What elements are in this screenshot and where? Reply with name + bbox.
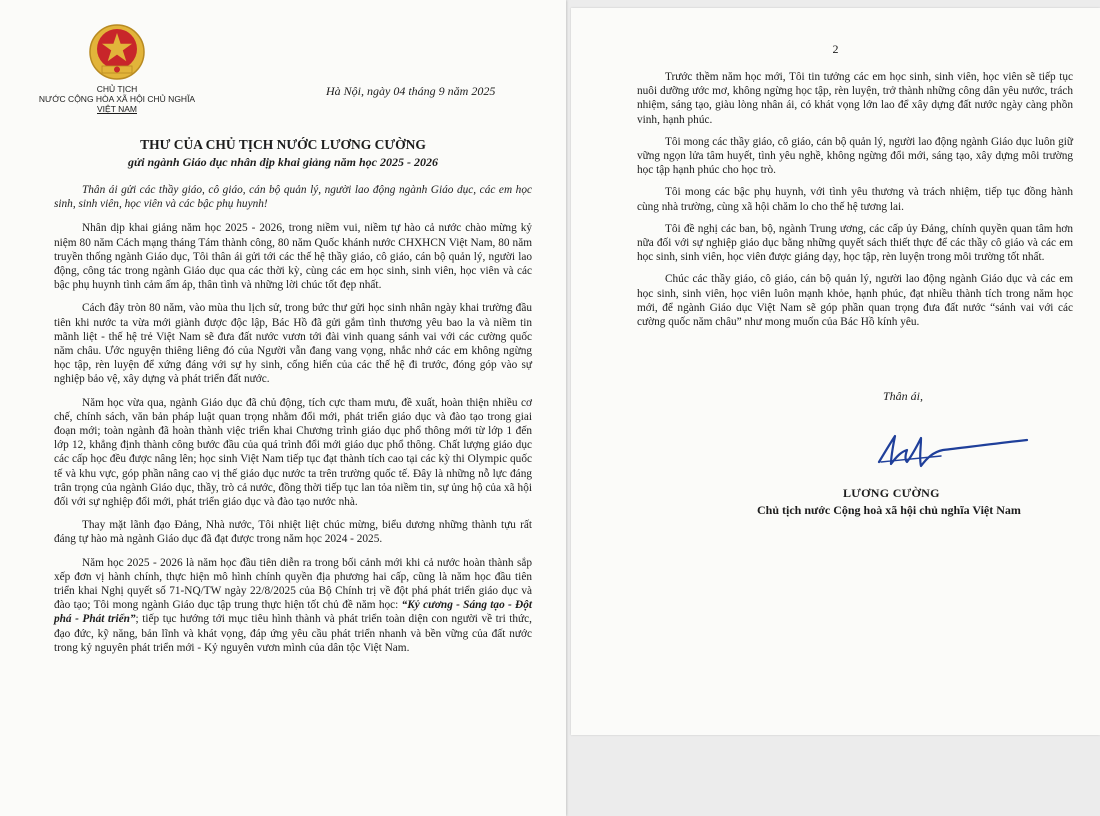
paragraph: Tôi mong các bậc phụ huynh, với tình yêu thương và trách nhiệm, tiếp tục đồng hành cùng nhà trường, cùng xã hội chăm lo cho thế hệ tương lai. — [637, 186, 1073, 213]
letter-title: THƯ CỦA CHỦ TỊCH NƯỚC LƯƠNG CƯỜNG — [140, 137, 426, 152]
paragraph: Tôi mong các thầy giáo, cô giáo, cán bộ quản lý, người lao động ngành Giáo dục luôn giữ vững ngọn lửa tâm huyết, tình yêu nghề, không ngừng đổi mới, sáng tạo, xây dựng môi trường học tập hạnh phúc cho học trò. — [637, 135, 1073, 177]
letter-subtitle: gửi ngành Giáo dục nhân dịp khai giảng năm học 2025 - 2026 — [128, 155, 438, 169]
letter-body-page-1 — [54, 183, 532, 664]
letter-page-2 — [571, 8, 1100, 735]
paragraph — [54, 556, 532, 655]
paragraph: Trước thềm năm học mới, Tôi tin tưởng các em học sinh, sinh viên, học viên sẽ tiếp tục nuôi dưỡng ước mơ, không ngừng học tập, rèn luyện, trở thành những công dân yêu nước, trách nhiệm, sáng tạo, giàu lòng nhân ái, có khát vọng lớn lao để xây dựng đất nước ngày càng phồn vinh, hạnh phúc. — [637, 71, 1073, 126]
school-year-theme: “Kỷ cương - Sáng tạo - Đột phá - Phát triển” — [54, 599, 532, 626]
paragraph: Cách đây tròn 80 năm, vào mùa thu lịch sử, trong bức thư gửi học sinh nhân ngày khai trường đầu tiên khi nước ta vừa mới giành được độc lập, Bác Hồ đã gửi gắm tình thương yêu bao la và niềm tin mãnh liệt - thế hệ trẻ Việt Nam sẽ đưa đất nước vươn tới đài vinh quang sánh vai với các cường quốc năm châu. Ước nguyện thiêng liêng đó của Người vẫn đang vang vọng, nhắc nhở các em không ngừng học tập, rèn luyện để xứng đáng với sự hy sinh, cống hiến của các thế hệ đi trước, đóng góp vào sự nghiệp bảo vệ, xây dựng và phát triển đất nước. — [54, 302, 532, 386]
paragraph: Nhân dịp khai giảng năm học 2025 - 2026, trong niềm vui, niềm tự hào cả nước chào mừng kỷ niệm 80 năm Cách mạng tháng Tám thành công, 80 năm Quốc khánh nước CHXHCN Việt Nam, 80 năm truyền thống ngành Giáo dục, Tôi thân ái gửi tới các thế hệ thầy giáo, cô giáo, cán bộ quản lý, người lao động, công tác trong ngành Giáo dục qua các thời kỳ, cùng các em học sinh, sinh viên, học viên và các bậc phụ huynh tình cảm ấm áp, thân tình và những lời chúc tốt đẹp nhất. — [54, 222, 532, 292]
paragraph: Năm học vừa qua, ngành Giáo dục đã chủ động, tích cực tham mưu, đề xuất, hoàn thiện nhiều cơ chế, chính sách, văn bản pháp luật quan trọng nhằm đổi mới, phát triển giáo dục và đào tạo trong giai đoạn mới; toàn ngành đã hoàn thành việc triển khai Chương trình giáo dục phổ thông mới từ lớp 1 đến lớp 12, khẳng định thành công bước đầu của quá trình đổi mới giáo dục phổ thông. Chất lượng giáo dục các cấp học đều được nâng lên; học sinh Việt Nam tiếp tục đạt thành tích cao tại các kỳ thi Olympic quốc tế và khu vực, góp phần nâng cao vị thế giáo dục nước ta trên trường quốc tế. Đây là những nỗ lực đáng trân trọng của ngành Giáo dục, thầy, trò cả nước, đồng thời tiếp tục lan tỏa niềm tin, sự ủng hộ của xã hội đối với sự nghiệp đổi mới, phát triển giáo dục và đào tạo nước nhà. — [54, 396, 532, 509]
page-number: 2 — [832, 42, 839, 56]
authority-line-2: NƯỚC CỘNG HÒA XÃ HỘI CHỦ NGHĨA — [38, 94, 196, 104]
signer-title: Chủ tịch nước Cộng hoà xã hội chủ nghĩa Việt Nam — [757, 503, 1021, 517]
paragraph-text: Năm học 2025 - 2026 là năm học đầu tiên diễn ra trong bối cảnh mới khi cả nước hoàn thành sắp xếp đơn vị hành chính, thực hiện mô hình chính quyền địa phương hai cấp, cũng là năm học đầu tiên triển khai Nghị quyết số 71-NQ/TW ngày 22/8/2025 của Bộ Chính trị về đột phá phát triển giáo dục và đào tạo; Tôi mong ngành Giáo dục tập trung thực hiện tốt chủ đề năm học: — [54, 556, 532, 612]
signer-name: LƯƠNG CƯỜNG — [843, 486, 940, 500]
closing: Thân ái, — [883, 389, 924, 403]
letter-body-page-2 — [637, 70, 1073, 337]
paragraph: Tôi đề nghị các ban, bộ, ngành Trung ương, các cấp ủy Đảng, chính quyền quan tâm hơn nữa đối với sự nghiệp giáo dục bằng những quyết sách thiết thực để các thầy cô giáo và các em học sinh, sinh viên, học viên được giảng dạy, học tập, rèn luyện trong môi trường tốt nhất. — [637, 222, 1073, 264]
dateline: Hà Nội, ngày 04 tháng 9 năm 2025 — [326, 84, 496, 98]
issuing-authority — [36, 84, 198, 114]
paragraph-text: ; tiếp tục hướng tới mục tiêu hình thành và phát triển toàn diện con người về tri thức, đạo đức, kỹ năng, bản lĩnh và khát vọng, đáp ứng yêu cầu phát triển nhanh và bền vững của đất nước trong kỷ nguyên phát triển mới - Kỷ nguyên vươn mình của dân tộc Việt Nam. — [54, 613, 532, 654]
authority-line-1: CHỦ TỊCH — [96, 84, 138, 94]
greeting: Thân ái gửi các thầy giáo, cô giáo, cán bộ quản lý, người lao động ngành Giáo dục, các em học sinh, sinh viên, học viên và các bậc phụ huynh! — [54, 184, 532, 211]
national-emblem-icon — [88, 22, 146, 82]
signature-icon — [871, 422, 1031, 474]
paragraph: Thay mặt lãnh đạo Đảng, Nhà nước, Tôi nhiệt liệt chúc mừng, biểu dương những thành tựu rất đáng tự hào mà ngành Giáo dục đã đạt được trong năm học 2024 - 2025. — [54, 519, 532, 546]
paragraph: Chúc các thầy giáo, cô giáo, cán bộ quản lý, người lao động ngành Giáo dục và các em học sinh, sinh viên, học viên luôn mạnh khỏe, hạnh phúc, đạt nhiều thành tích trong năm học mới, để ngành Giáo dục Việt Nam sẽ góp phần quan trọng đưa đất nước “sánh vai với các cường quốc năm châu” như mong muốn của Bác Hồ kính yêu. — [637, 273, 1073, 329]
authority-line-3: VIỆT NAM — [97, 104, 137, 114]
